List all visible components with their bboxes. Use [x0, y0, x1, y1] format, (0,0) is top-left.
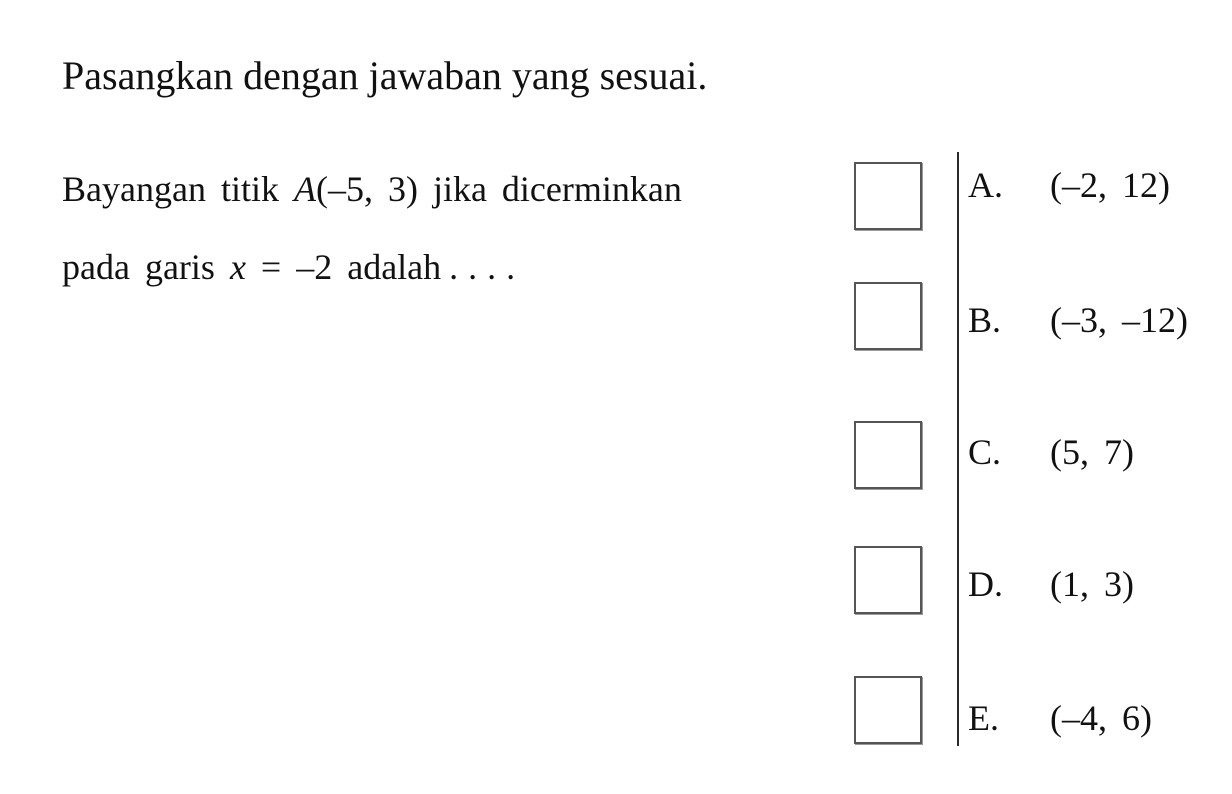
option-b-value: (–3, –12) — [1050, 300, 1188, 340]
instruction-text: Pasangkan dengan jawaban yang sesuai. — [62, 53, 708, 98]
option-e — [968, 697, 1152, 739]
option-b-letter: B. — [968, 300, 1002, 340]
answer-box-5[interactable] — [854, 676, 922, 744]
option-a-value: (–2, 12) — [1050, 165, 1170, 205]
option-e-value: (–4, 6) — [1050, 698, 1152, 738]
option-b — [968, 299, 1188, 341]
answer-box-4[interactable] — [854, 546, 922, 614]
ellipsis: .... — [449, 247, 526, 287]
option-e-letter: E. — [968, 698, 999, 738]
option-c — [968, 431, 1134, 473]
option-c-value: (5, 7) — [1050, 432, 1134, 472]
option-d — [968, 563, 1134, 605]
line-variable: x — [229, 247, 246, 287]
answer-box-2[interactable] — [854, 282, 922, 350]
answer-box-1[interactable] — [854, 162, 922, 230]
question-line-2-pre: pada garis — [62, 247, 230, 287]
question-line-1-post: (–5, 3) jika dicerminkan — [315, 169, 682, 209]
answer-box-3[interactable] — [854, 421, 922, 489]
option-d-letter: D. — [968, 564, 1003, 604]
question-line-1 — [62, 168, 682, 210]
question-line-1-pre: Bayangan titik — [62, 169, 294, 209]
option-c-letter: C. — [968, 432, 1002, 472]
question-line-2 — [62, 246, 525, 288]
option-a-letter: A. — [968, 165, 1003, 205]
option-a — [968, 164, 1170, 206]
question-line-2-post: = –2 adalah — [245, 247, 442, 287]
option-d-value: (1, 3) — [1050, 564, 1134, 604]
point-variable: A — [293, 169, 316, 209]
divider-line — [957, 152, 959, 746]
